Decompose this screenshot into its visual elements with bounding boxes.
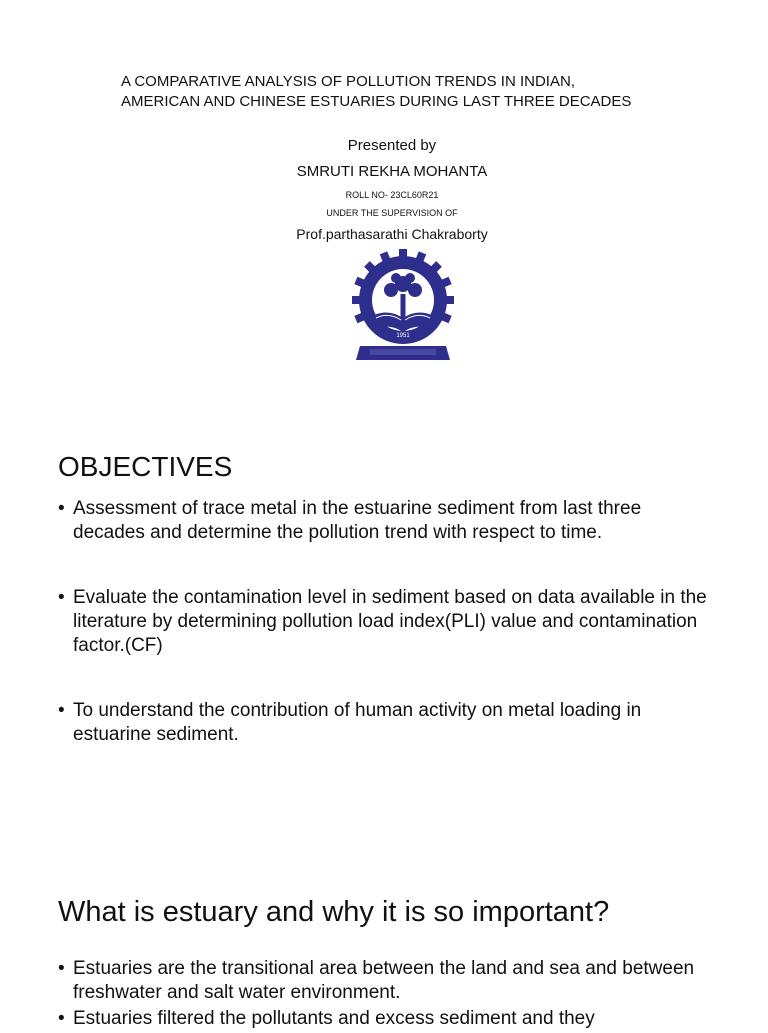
title-line-1: A COMPARATIVE ANALYSIS OF POLLUTION TRENDS IN INDIAN, [121, 73, 575, 90]
list-item: • Estuaries are the transitional area between the land and sea and between freshwater and salt water environment. [58, 958, 695, 1003]
bullet-icon: • [58, 700, 65, 721]
list-item: • Estuaries filtered the pollutants and excess sediment and they [58, 1008, 595, 1029]
author-name: SMRUTI REKHA MOHANTA [296, 163, 488, 180]
bullet-icon: • [58, 1008, 65, 1029]
objectives-heading: OBJECTIVES [58, 451, 233, 482]
estuary-list [58, 957, 718, 1033]
bullet-icon: • [58, 587, 65, 608]
bullet-icon: • [58, 498, 65, 519]
supervisor-name: Prof.parthasarathi Chakraborty [296, 226, 488, 242]
slide-title [121, 72, 631, 112]
logo-year: 1951 [396, 333, 410, 339]
list-item: • Assessment of trace metal in the estuarine sediment from last three decades and determine the pollution trend with respect to time. [58, 498, 642, 543]
list-item: • To understand the contribution of human activity on metal loading in estuarine sediment. [58, 700, 642, 745]
roll-number: ROLL NO- 23CL60R21 [345, 190, 439, 200]
estuary-heading: What is estuary and why it is so important? [58, 896, 610, 928]
supervision-label: UNDER THE SUPERVISION OF [326, 208, 458, 218]
objectives-list [58, 497, 718, 788]
bullet-icon: • [58, 958, 65, 979]
presented-by: Presented by [347, 137, 437, 154]
list-item: • Evaluate the contamination level in sediment based on data available in the literature by determining pollution load index(PLI) value and contamination factor.(CF) [58, 587, 707, 656]
title-line-2: AMERICAN AND CHINESE ESTUARIES DURING LAST THREE DECADES [121, 93, 632, 110]
institute-logo [348, 248, 458, 362]
